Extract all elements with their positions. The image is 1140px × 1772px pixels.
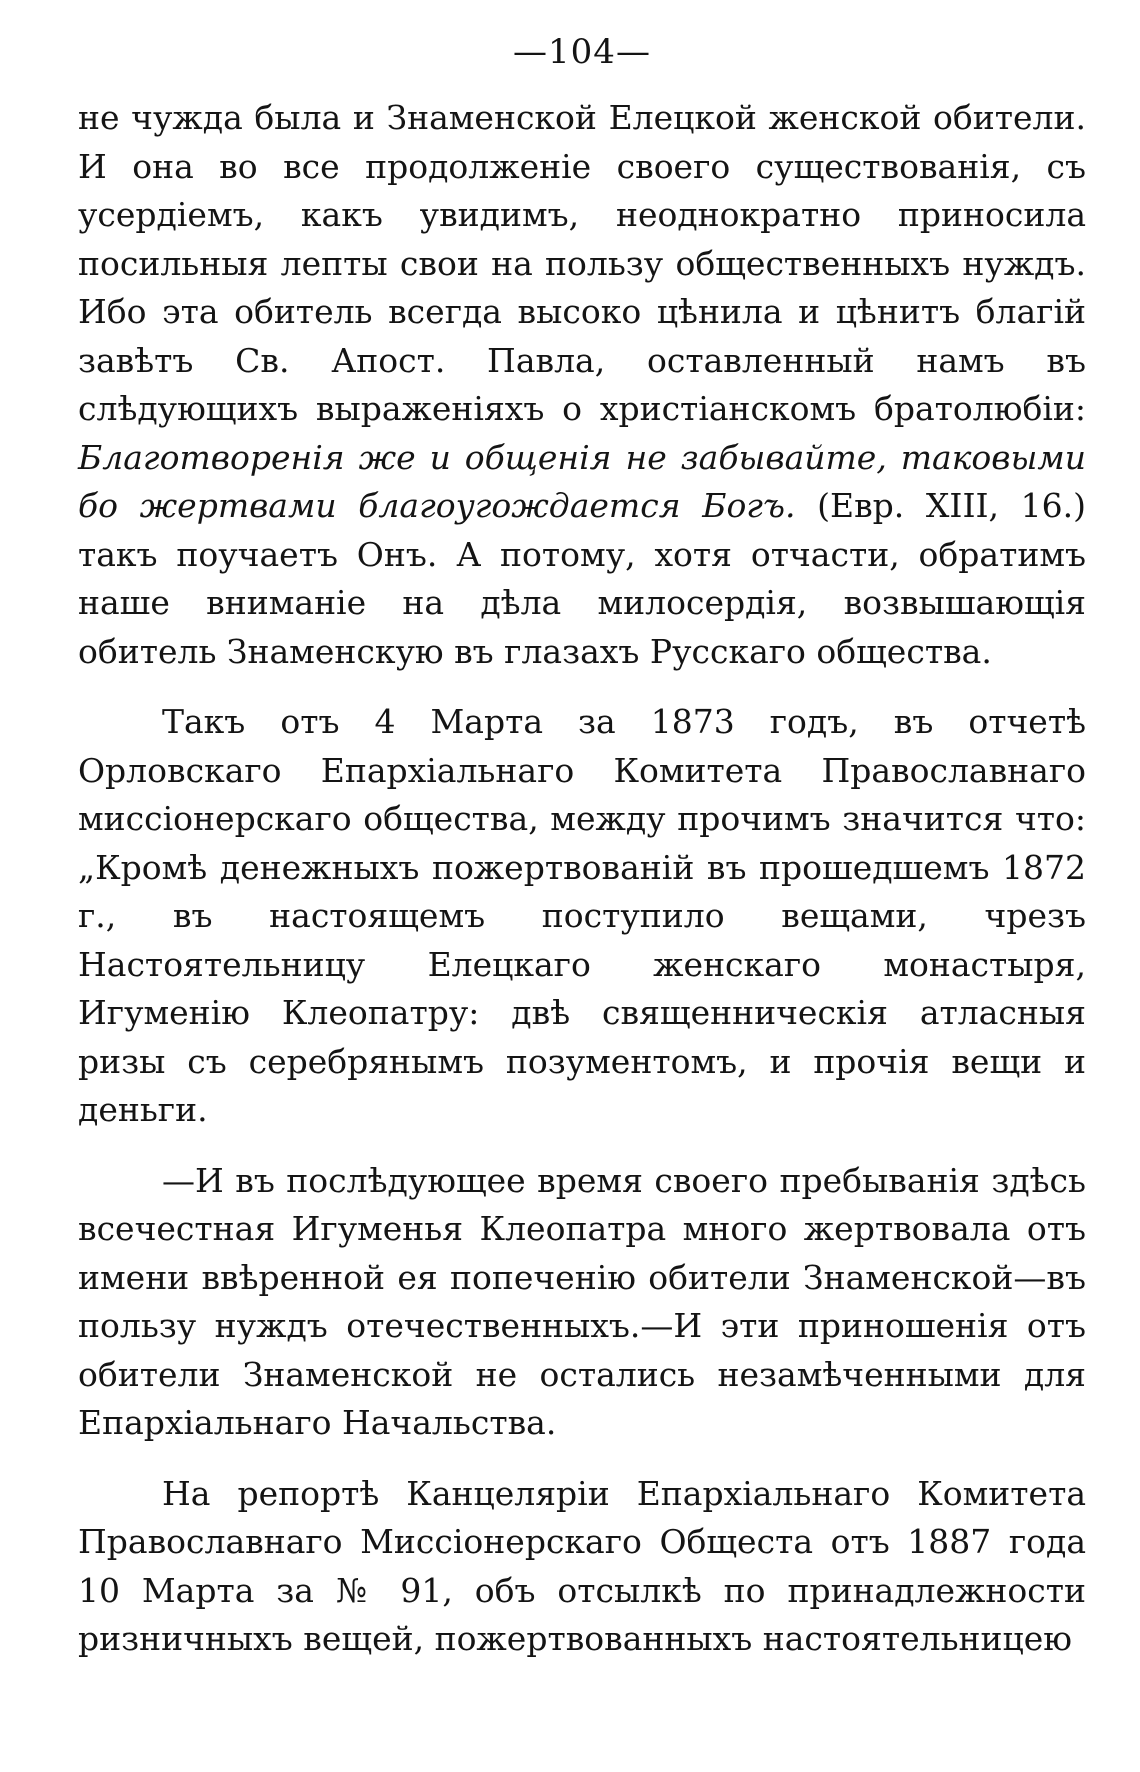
page-number: —104— [513,32,651,72]
scripture-quote: Благотворенія же и общенія не забывайте, таковыми бо жертвами благоугождается Богъ. [78,437,1086,525]
paragraph-1 [78,94,1086,676]
paragraph-3-text: —И въ послѣдующее время своего пребыванія здѣсь всечестная Игуменья Клеопатра много жертвовала отъ имени ввѣренной ея попеченію обители Знаменской—въ пользу нуждъ отечественныхъ.—И эти приношенія отъ обители Знаменской не остались незамѣченными для Епархіальнаго Начальства. [78,1160,1086,1442]
paragraph-4 [78,1470,1086,1664]
paragraph-3 [78,1157,1086,1448]
paragraph-1-text-b: (Евр. XIII, 16.) такъ поучаетъ Онъ. А потому, хотя отчасти, обратимъ наше вниманіе на дѣла милосердія, возвышающія обитель Знаменскую въ глазахъ Русскаго общества. [78,486,1087,671]
book-page [78,32,1086,1686]
paragraph-2-text: Такъ отъ 4 Марта за 1873 годъ, въ отчетѣ Орловскаго Епархіальнаго Комитета Православнаго миссіонерскаго общества, между прочимъ значится что: „Кромѣ денежныхъ пожертвованій въ прошедшемъ 1872 г., въ настоящемъ поступило вещами, чрезъ Настоятельницу Елецкаго женскаго монастыря, Игуменію Клеопатру: двѣ священническія атласныя ризы съ серебрянымъ позументомъ, и прочія вещи и деньги. [78,702,1086,1129]
paragraph-4-text: На репортѣ Канцеляріи Епархіальнаго Комитета Православнаго Миссіонерскаго Общеста отъ 1887 года 10 Марта за № 91, объ отсылкѣ по принадлежности ризничныхъ вещей, пожертвованныхъ настоятельницею [78,1473,1086,1658]
paragraph-2 [78,698,1086,1135]
paragraph-1-text-a: не чужда была и Знаменской Елецкой женской обители. И она во все продолженіе своего существованія, съ усердіемъ, какъ увидимъ, неоднократно приносила посильныя лепты свои на пользу общественныхъ нуждъ. Ибо эта обитель всегда высоко цѣнила и цѣнитъ благій завѣтъ Св. Апост. Павла, оставленный намъ въ слѣдующихъ выраженіяхъ о христіанскомъ братолюбіи: [78,98,1086,428]
